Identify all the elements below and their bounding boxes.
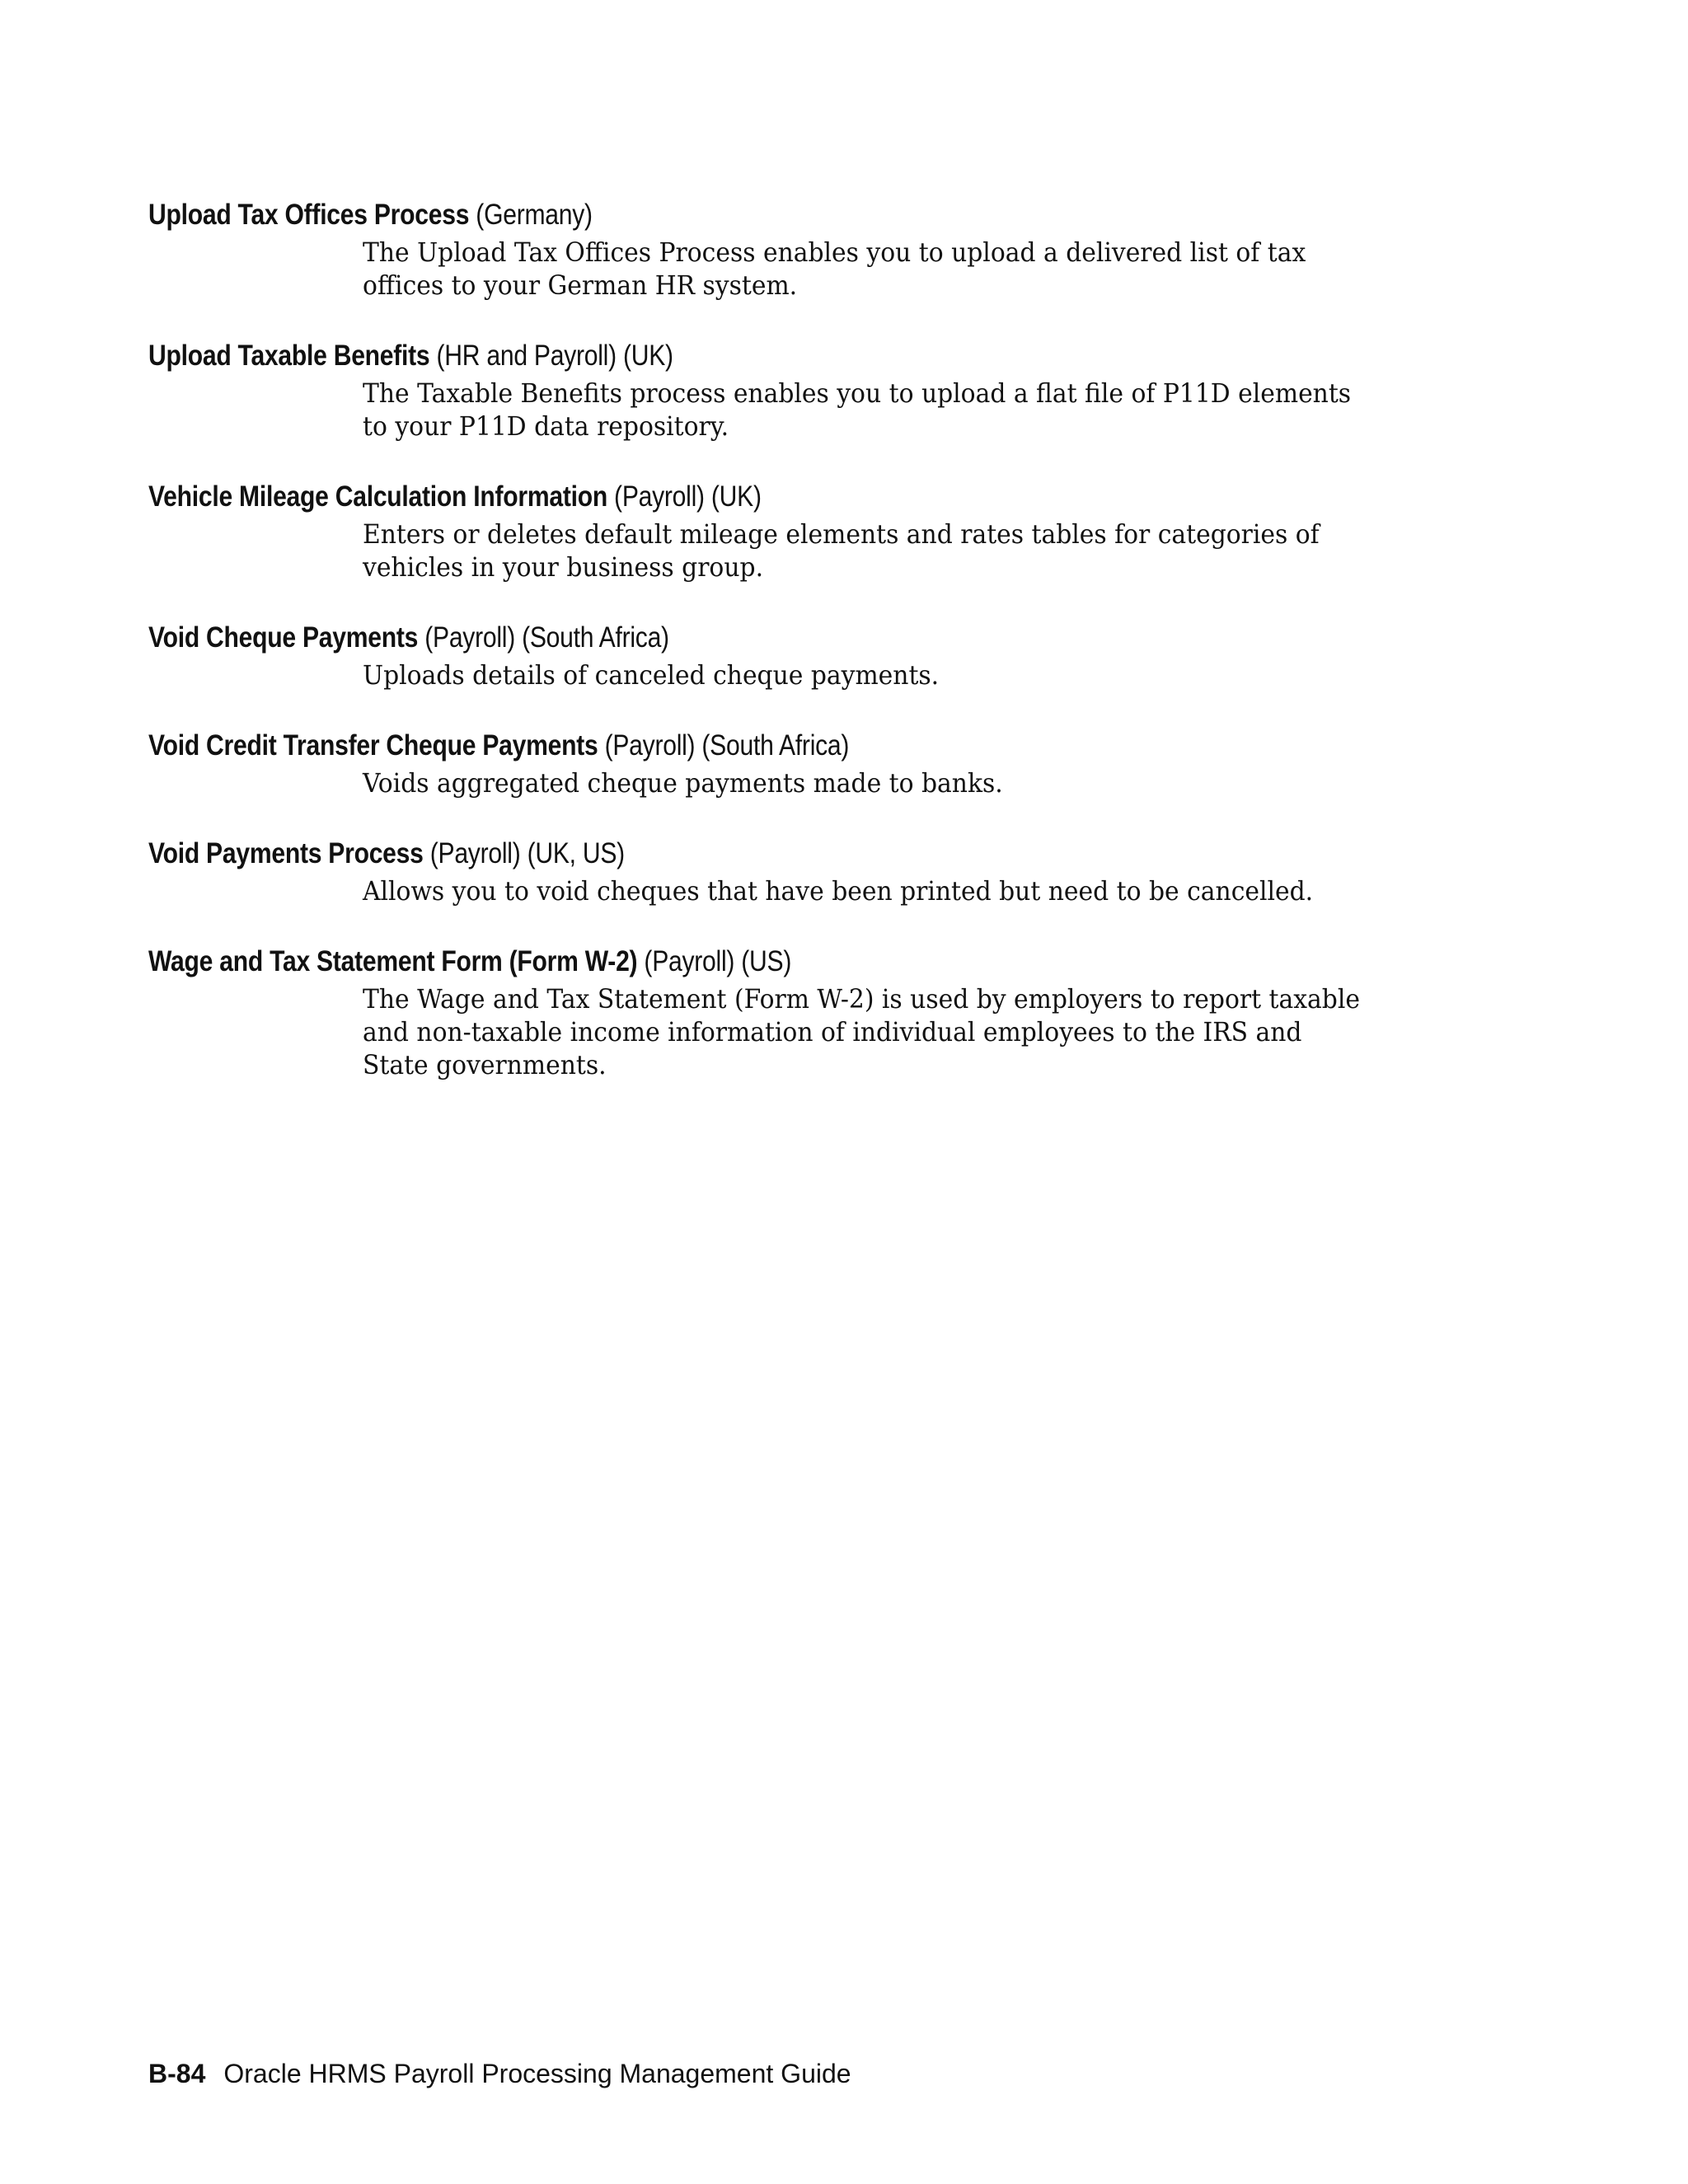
entry-title	[148, 196, 1282, 234]
entry-title-name: Upload Taxable Benefits	[148, 340, 430, 372]
entry-vehicle-mileage	[148, 478, 1467, 583]
entry-title	[148, 337, 1282, 375]
entry-title-name: Wage and Tax Statement Form (Form W-2)	[148, 945, 638, 977]
entry-title-name: Upload Tax Offices Process	[148, 199, 470, 231]
entry-void-payments-process	[148, 835, 1467, 907]
page-footer	[148, 2057, 851, 2090]
page-number: B-84	[148, 2059, 206, 2088]
entry-title-name: Vehicle Mileage Calculation Information	[148, 480, 607, 513]
entry-title-qualifier: (HR and Payroll) (UK)	[429, 340, 673, 372]
entry-title-name: Void Credit Transfer Cheque Payments	[148, 729, 598, 762]
entry-description: Enters or deletes default mileage elements and rates tables for categories of vehicles in your business group.	[363, 518, 1320, 583]
entry-description: The Upload Tax Offices Process enables you to upload a delivered list of tax offices to your German HR system.	[363, 237, 1306, 301]
entry-title	[148, 943, 1282, 981]
entry-title	[148, 835, 1282, 873]
entry-title-qualifier: (Payroll) (UK, US)	[423, 837, 625, 869]
entry-title-qualifier: (Payroll) (South Africa)	[418, 621, 669, 654]
entry-title-qualifier: (Payroll) (UK)	[607, 480, 762, 513]
entry-description: The Taxable Benefits process enables you to upload a flat file of P11D elements to your P11D data repository.	[363, 377, 1352, 442]
entry-description: Uploads details of canceled cheque payments.	[363, 659, 940, 691]
entry-title	[148, 619, 1282, 657]
entry-title-name: Void Cheque Payments	[148, 621, 419, 654]
process-list	[148, 196, 1467, 1117]
entry-title-qualifier: (Payroll) (US)	[637, 945, 792, 977]
entry-title	[148, 478, 1282, 516]
entry-void-cheque-payments	[148, 619, 1467, 691]
entry-upload-tax-offices	[148, 196, 1467, 302]
entry-title-qualifier: (Germany)	[469, 199, 593, 231]
entry-title-name: Void Payments Process	[148, 837, 424, 869]
entry-upload-taxable-benefits	[148, 337, 1467, 443]
entry-wage-tax-statement	[148, 943, 1467, 1081]
book-title: Oracle HRMS Payroll Processing Management Guide	[223, 2059, 851, 2088]
entry-title-qualifier: (Payroll) (South Africa)	[598, 729, 850, 762]
entry-description: Voids aggregated cheque payments made to banks.	[363, 767, 1003, 799]
entry-description: The Wage and Tax Statement (Form W-2) is used by employers to report taxable and non-taxable income information of individual employees to the IRS and State governments.	[363, 983, 1360, 1080]
entry-description: Allows you to void cheques that have been printed but need to be cancelled.	[363, 875, 1314, 907]
entry-void-credit-transfer	[148, 727, 1467, 799]
entry-title	[148, 727, 1282, 765]
